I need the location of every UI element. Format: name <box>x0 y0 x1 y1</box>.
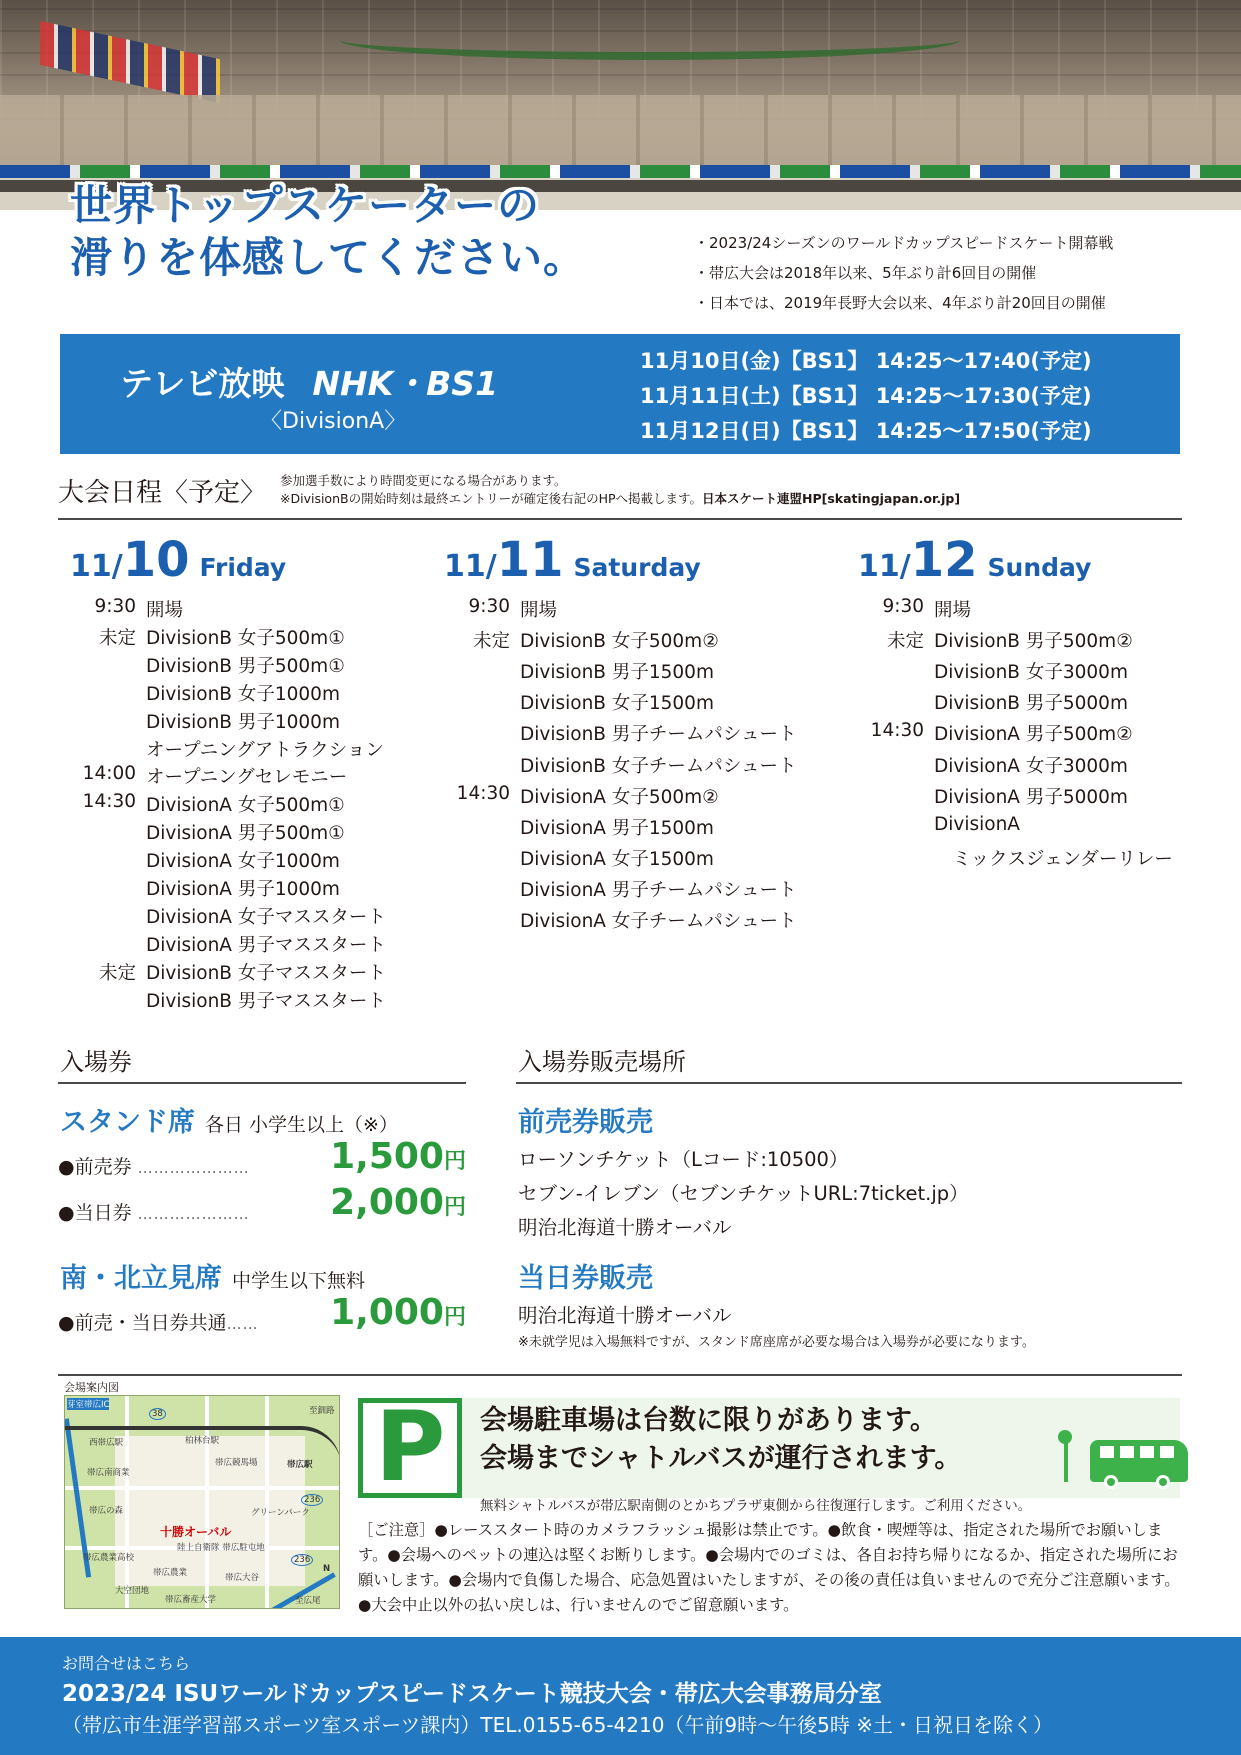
common-price-value: 1,000 <box>330 1292 444 1333</box>
day-date <box>444 532 701 588</box>
schedule-time: 未定 <box>98 627 136 649</box>
schedule-time: 9:30 <box>94 596 136 617</box>
schedule-event: DivisionA 女子500m② <box>520 786 719 808</box>
schedule-event: DivisionB 女子チームパシュート <box>520 755 797 777</box>
route-badge: 38 <box>149 1408 166 1420</box>
common-ticket-price <box>300 1292 466 1333</box>
map-place: 帯広南商業 <box>87 1468 130 1478</box>
arena-wall <box>0 95 1241 175</box>
schedule-note-line1: 参加選手数により時間変更になる場合があります。 <box>280 473 567 488</box>
yen-unit: 円 <box>443 1305 466 1330</box>
caution-text: ［ご注意］●レーススタート時のカメラフラッシュ撮影は禁止です。●飲食・喫煙等は、指定された場所でお願いします。●会場へのペットの連込は堅くお断りします。●会場内でのゴミは、各自お持ち帰りになるか、指定された場所にお願いします。●会場内で負傷した場合、応急処置はいたしますが、その後の責任は負いませんので充分ご注意願います。●大会中止以外の払い戻しは、行いませんのでご留意願います。 <box>358 1521 1180 1614</box>
map-place: 帯広農業 <box>153 1568 188 1578</box>
jsf-hp-link: 日本スケート連盟HP[skatingjapan.or.jp] <box>702 491 961 506</box>
yen-unit: 円 <box>443 1195 466 1220</box>
sales-note: ※未就学児は入場無料ですが、スタンド席座席が必要な場合は入場券が必要になります。 <box>518 1335 1035 1350</box>
map-place: 帯広の森 <box>89 1506 124 1516</box>
parking-symbol: P <box>375 1391 446 1503</box>
advance-ticket-row <box>58 1152 250 1179</box>
headline <box>70 180 586 284</box>
tv-times <box>640 344 1092 449</box>
tv-network: NHK・BS1 <box>312 364 499 403</box>
common-ticket-dots: …… <box>226 1315 259 1333</box>
schedule-event: DivisionA <box>934 813 1020 835</box>
bus-window <box>1100 1446 1114 1458</box>
schedule-time: 未定 <box>98 962 136 984</box>
common-ticket-label: ●前売・当日券共通 <box>58 1312 227 1334</box>
map-place: 帯広競馬場 <box>215 1458 258 1468</box>
schedule-event: DivisionA 男子500m① <box>146 823 345 845</box>
venue-map <box>64 1395 340 1609</box>
schedule-event: DivisionB 男子1000m <box>146 711 340 733</box>
day-date-dd: 12 <box>910 532 978 588</box>
schedule-event: DivisionA 女子3000m <box>934 755 1128 777</box>
sameday-sales-place: 明治北海道十勝オーバル <box>518 1304 732 1327</box>
advance-sales-title: 前売券販売 <box>518 1107 653 1138</box>
schedule-divider <box>58 518 1182 520</box>
schedule-event: DivisionA 男子1500m <box>520 817 714 839</box>
schedule-event: DivisionB 女子3000m <box>934 662 1128 684</box>
day-column <box>70 532 286 588</box>
compass-icon: N <box>323 1564 331 1574</box>
shuttle-note: 無料シャトルバスが帯広駅南側のとかちプラザ東側から往復運行します。ご利用ください。 <box>480 1498 1032 1514</box>
map-place: 帯広大谷 <box>225 1573 260 1583</box>
map-venue: 十勝オーバル <box>160 1525 232 1539</box>
map-place: 帯広駅 <box>287 1460 313 1470</box>
tv-time-row: 11月10日(金)【BS1】 14:25～17:40(予定) <box>640 349 1092 373</box>
map-place: 帯広畜産大学 <box>165 1595 217 1605</box>
route-badge: 236 <box>301 1494 323 1506</box>
schedule-event: DivisionB 男子500m② <box>934 631 1133 653</box>
day-date-dd: 11 <box>496 532 564 588</box>
schedule-event: DivisionB 男子5000m <box>934 693 1128 715</box>
advance-ticket-label: ●前売券 <box>58 1156 132 1178</box>
sameday-ticket-dots: ………………… <box>137 1205 250 1223</box>
tv-broadcast-banner <box>60 334 1180 454</box>
day-date-wd: Saturday <box>573 553 701 582</box>
parking-line2: 会場までシャトルバスが運行されます。 <box>480 1443 962 1474</box>
sales-title: 入場券販売場所 <box>518 1048 686 1076</box>
parking-line1: 会場駐車場は台数に限りがあります。 <box>480 1405 937 1436</box>
tv-title <box>120 358 498 405</box>
schedule-event: DivisionB 女子500m① <box>146 627 345 649</box>
day-date-md: 11/ <box>444 549 497 584</box>
sameday-ticket-price <box>300 1182 466 1223</box>
contact-org: 2023/24 ISUワールドカップスピードスケート競技大会・帯広大会事務局分室 <box>62 1681 882 1707</box>
route-badge: 236 <box>291 1554 313 1566</box>
sameday-price-value: 2,000 <box>330 1182 444 1223</box>
sameday-ticket-row <box>58 1198 250 1225</box>
schedule-event: DivisionB 女子500m② <box>520 631 719 653</box>
schedule-time: 未定 <box>886 631 924 653</box>
tv-title-label: テレビ放映 <box>120 364 285 403</box>
bus-window <box>1160 1446 1174 1458</box>
schedule-event: 開場 <box>146 600 184 621</box>
map-place: 至釧路 <box>309 1406 335 1416</box>
sales-place: ローソンチケット（Lコード:10500） <box>518 1148 849 1171</box>
schedule-time: 9:30 <box>882 596 924 617</box>
contact-label: お問合せはこちら <box>62 1654 191 1673</box>
fact-item: ・2023/24シーズンのワールドカップスピードスケート開幕戦 <box>694 234 1114 252</box>
stand-seat-heading <box>60 1100 398 1139</box>
bus-wheel <box>1156 1475 1170 1489</box>
schedule-event: DivisionA 女子1000m <box>146 851 340 873</box>
schedule-event: DivisionB 男子1500m <box>520 662 714 684</box>
map-label: 会場案内図 <box>64 1381 119 1394</box>
day-date-wd: Friday <box>199 553 287 582</box>
bus-stop-icon <box>1064 1440 1068 1482</box>
map-place: 芽室帯広IC <box>67 1400 110 1410</box>
standing-seat-title: 南・北立見席 <box>60 1263 222 1294</box>
bus-wheel <box>1104 1475 1118 1489</box>
bottom-divider <box>58 1374 1182 1376</box>
parking-icon <box>358 1391 462 1503</box>
day-date-wd: Sunday <box>987 553 1092 582</box>
map-place: 陸上自衛隊 帯広駐屯地 <box>177 1543 265 1553</box>
map-place: 至広尾 <box>295 1596 321 1606</box>
map-place: 大空団地 <box>115 1586 150 1596</box>
day-column <box>858 532 1091 588</box>
schedule-time: 14:30 <box>456 782 510 804</box>
schedule-event: オープニングアトラクション <box>146 739 384 761</box>
yen-unit: 円 <box>443 1149 466 1174</box>
standing-seat-sub: 中学生以下無料 <box>232 1270 366 1292</box>
day-column <box>444 532 701 588</box>
day-date <box>70 532 286 588</box>
schedule-event: ミックスジェンダーリレー <box>934 848 1173 870</box>
hero-photo-rink <box>0 0 1241 210</box>
schedule-event: DivisionB 男子チームパシュート <box>520 724 797 746</box>
schedule-event: DivisionA 男子チームパシュート <box>520 879 797 901</box>
bus-window <box>1140 1446 1154 1458</box>
map-place: 帯広農業高校 <box>83 1553 135 1563</box>
sameday-ticket-label: ●当日券 <box>58 1202 132 1224</box>
advance-ticket-price <box>300 1136 466 1177</box>
map-place: 柏林台駅 <box>185 1436 220 1446</box>
headline-line2: 滑りを体感してください。 <box>70 233 587 282</box>
schedule-event: DivisionB 女子1500m <box>520 693 714 715</box>
map-place: 西帯広駅 <box>89 1438 124 1448</box>
sales-place: セブン-イレブン（セブンチケットURL:7ticket.jp） <box>518 1182 969 1205</box>
schedule-time: 14:30 <box>82 791 136 813</box>
map-place: グリーンパーク <box>251 1508 310 1518</box>
fact-item: ・帯広大会は2018年以来、5年ぶり計6回目の開催 <box>694 264 1037 282</box>
schedule-event: オープニングセレモニー <box>146 767 348 789</box>
day-date-md: 11/ <box>858 549 911 584</box>
sales-place: 明治北海道十勝オーバル <box>518 1216 732 1239</box>
fact-item: ・日本では、2019年長野大会以来、4年ぶり計20回目の開催 <box>694 294 1106 312</box>
schedule-time: 9:30 <box>468 596 510 617</box>
day-date-dd: 10 <box>122 532 190 588</box>
schedule-event: DivisionA 女子1500m <box>520 848 714 870</box>
bus-window <box>1120 1446 1134 1458</box>
schedule-event: DivisionA 男子5000m <box>934 786 1128 808</box>
schedule-note <box>280 472 960 508</box>
stand-seat-sub: 各日 小学生以上（※） <box>205 1114 398 1136</box>
tickets-title: 入場券 <box>60 1048 132 1076</box>
contact-footer <box>0 1637 1241 1755</box>
schedule-event: 開場 <box>520 600 558 621</box>
tv-time-row: 11月12日(日)【BS1】 14:25～17:50(予定) <box>640 419 1092 443</box>
schedule-event: DivisionB 女子マススタート <box>146 962 386 984</box>
contact-detail: （帯広市生涯学習部スポーツ室スポーツ課内）TEL.0155-65-4210（午前9時～午後5時 ※土・日祝日を除く） <box>62 1713 1053 1737</box>
schedule-event: DivisionB 男子マススタート <box>146 990 386 1012</box>
schedule-event: 開場 <box>934 600 972 621</box>
schedule-event: DivisionB 女子1000m <box>146 683 340 705</box>
facts-list <box>694 228 1113 318</box>
shuttle-bus-icon <box>1090 1440 1188 1482</box>
schedule-event: DivisionA 女子マススタート <box>146 906 386 928</box>
schedule-event: DivisionA 男子マススタート <box>146 934 386 956</box>
advance-price-value: 1,500 <box>330 1136 444 1177</box>
sales-divider <box>516 1082 1182 1084</box>
schedule-note-line2: ※DivisionBの開始時刻は最終エントリーが確定後右記のHPへ掲載します。 <box>280 491 703 506</box>
schedule-event: DivisionA 男子1000m <box>146 879 340 900</box>
tickets-divider <box>58 1082 466 1084</box>
schedule-time: 未定 <box>472 631 510 653</box>
common-ticket-row <box>58 1308 259 1335</box>
map-road <box>65 1486 340 1490</box>
tv-time-row: 11月11日(土)【BS1】 14:25～17:30(予定) <box>640 384 1092 408</box>
parking-text <box>480 1402 961 1478</box>
advance-ticket-dots: ………………… <box>137 1159 250 1177</box>
sameday-sales-title: 当日券販売 <box>518 1263 653 1294</box>
schedule-time: 14:30 <box>870 720 924 742</box>
day-date <box>858 532 1091 588</box>
schedule-event: DivisionA 女子チームパシュート <box>520 911 797 932</box>
schedule-time: 14:00 <box>82 763 136 785</box>
tv-division: 〈DivisionA〉 <box>260 409 407 434</box>
stand-seat-title: スタンド席 <box>60 1107 195 1138</box>
garland <box>340 20 960 60</box>
schedule-event: DivisionB 男子500m① <box>146 655 345 677</box>
standing-seat-heading <box>60 1256 365 1295</box>
day-date-md: 11/ <box>70 549 123 584</box>
schedule-event: DivisionA 女子500m① <box>146 795 345 817</box>
schedule-event: DivisionA 男子500m② <box>934 724 1133 746</box>
schedule-title: 大会日程〈予定〉 <box>58 478 267 508</box>
headline-line1: 世界トップスケーターの <box>70 181 541 230</box>
